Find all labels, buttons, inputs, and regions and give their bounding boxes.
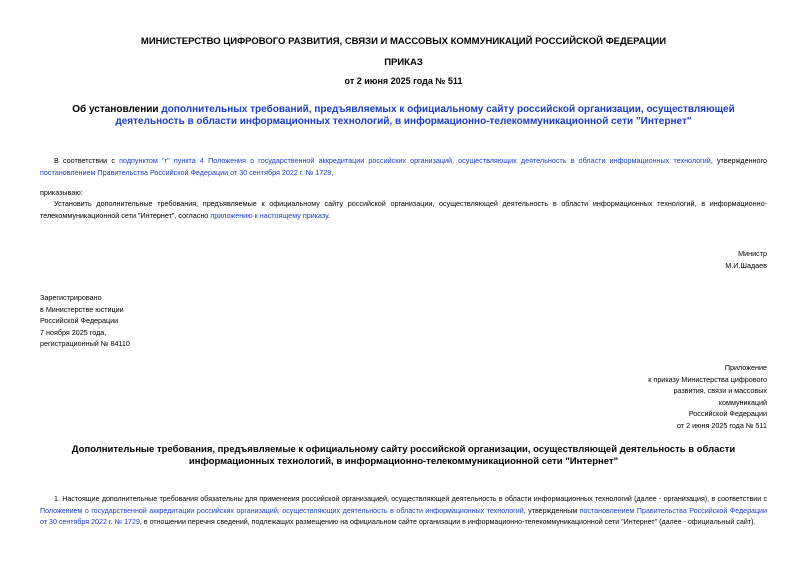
appendix-line: от 2 июня 2025 года № 511 (676, 420, 767, 430)
signer-position: Министр (738, 249, 767, 258)
ministry-heading: МИНИСТЕРСТВО ЦИФРОВОГО РАЗВИТИЯ, СВЯЗИ И МАССОВЫХ КОММУНИКАЦИЙ РОССИЙСКОЙ ФЕДЕРАЦИИ (140, 36, 667, 47)
signer-block (567, 248, 767, 271)
requirements-title: Дополнительные требования, предъявляемые к официальному сайту российской организации, осуществляющей деятельность в области информационных технологий, в информационно-телекоммуникационной сети "Интернет" (71, 444, 736, 467)
order-keyword: приказываю: (40, 188, 83, 197)
appendix-line: Российской Федерации (688, 409, 767, 419)
appendix-line: Приложение (724, 363, 767, 372)
directive-text-2: . (328, 210, 331, 220)
directive-text-1: Установить дополнительные требования, предъявляемые к официальному сайту российской организации, осуществляющей деятельность в области информационных технологий, в информационно-телекоммуникационной сети "Интернет", согласно (40, 199, 767, 220)
item1-link-resolution[interactable]: постановлением Правительства Российской Федерации от 30 сентября 2022 г. № 1729 (40, 506, 767, 527)
preamble-text-1: В соответствии с (54, 156, 120, 165)
preamble-link-resolution[interactable]: постановлением Правительства Российской Федерации от 30 сентября 2022 г. № 1729 (40, 167, 332, 177)
appendix-block (567, 362, 767, 432)
order-date: от 2 июня 2025 года № 511 (344, 76, 463, 86)
item1-text-2: , утвержденным (523, 506, 580, 515)
order-title-prefix: Об установлении (72, 104, 162, 115)
registration-line: 7 ноября 2025 года, (40, 327, 107, 337)
signer-name: М.И.Шадаев (725, 260, 767, 270)
requirements-item-1 (40, 494, 767, 529)
preamble-link-regulation[interactable]: подпунктом "г" пункта 4 Положения о государственной аккредитации российских организаций, осуществляющих деятельность в области информационных технологий (119, 156, 711, 165)
appendix-line: коммуникаций (718, 397, 767, 407)
directive-link-appendix[interactable]: приложению к настоящему приказу (210, 210, 329, 220)
preamble-text-3: , (331, 167, 334, 177)
order-title (40, 104, 767, 128)
order-title-link[interactable]: дополнительных требований, предъявляемых к официальному сайту российской организации, осуществляющей деятельность в области информационных технологий, в информационно-телекоммуникационной сети "Интернет" (115, 104, 735, 127)
registration-line: регистрационный № 84110 (40, 339, 130, 349)
preamble-text-2: , утвержденного (710, 156, 767, 165)
item1-link-regulation[interactable]: Положением о государственной аккредитации российских организаций, осуществляющих деятельность в области информационных технологий (40, 506, 524, 515)
registration-block (40, 292, 290, 350)
appendix-line: развития, связи и массовых (673, 386, 767, 396)
item1-text-3: , в отношении перечня сведений, подлежащих размещению на официальном сайте организации в информационно-телекоммуникационной сети "Интернет" (далее - официальный сайт). (139, 518, 756, 527)
registration-line: Зарегистрировано (40, 293, 102, 302)
item1-text-1: 1. Настоящие дополнительные требования обязательны для применения российской организацией, осуществляющей деятельность в области информационных технологий (далее - организация), в соответствии с (54, 495, 767, 503)
registration-line: в Министерстве юстиции (40, 304, 124, 314)
appendix-line: к приказу Министерства цифрового (648, 374, 767, 384)
directive-paragraph (40, 198, 767, 221)
preamble-paragraph (40, 155, 767, 178)
registration-line: Российской Федерации (40, 316, 119, 326)
order-word: ПРИКАЗ (384, 57, 423, 68)
